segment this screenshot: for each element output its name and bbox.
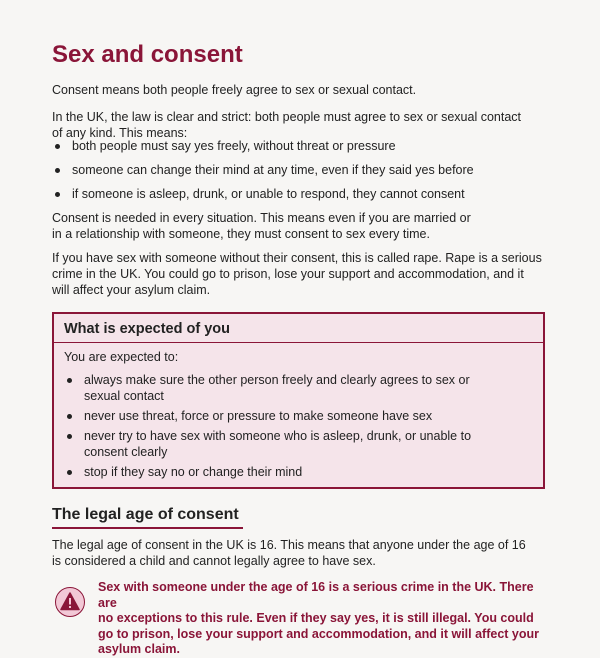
expected-box-title: What is expected of you — [54, 314, 543, 343]
list-item — [64, 408, 534, 424]
law-line-2: of any kind. This means: — [52, 126, 188, 140]
warning-text — [98, 580, 548, 658]
warning-line-3: go to prison, lose your support and accommodation, and it will affect your — [98, 626, 540, 641]
intro-text: Consent means both people freely agree to sex or sexual contact. — [52, 83, 417, 97]
list-item: both people must say yes freely, without threat or pressure — [52, 138, 552, 154]
law-paragraph — [52, 109, 552, 141]
list-item-line-1: never use threat, force or pressure to make someone have sex — [84, 409, 433, 423]
warning-line-1: Sex with someone under the age of 16 is a serious crime in the UK. There are — [98, 580, 534, 610]
legal-age-heading: The legal age of consent — [52, 506, 239, 523]
legal-age-line-2: is considered a child and cannot legally agree to have sex. — [52, 554, 376, 568]
list-item — [64, 372, 534, 404]
expected-bullet-list — [64, 372, 534, 484]
list-item — [64, 428, 534, 460]
page-title: Sex and consent — [52, 41, 243, 68]
expected-box-intro: You are expected to: — [64, 350, 179, 364]
list-item-line-1: never try to have sex with someone who is asleep, drunk, or unable to — [84, 429, 472, 443]
expected-box — [52, 312, 545, 489]
legal-age-line-1: The legal age of consent in the UK is 16. This means that anyone under the age of 16 — [52, 538, 526, 552]
every-situation-line-1: Consent is needed in every situation. This means even if you are married or — [52, 211, 471, 225]
every-situation-paragraph — [52, 210, 552, 242]
list-item-line-1: always make sure the other person freely and clearly agrees to sex or — [84, 373, 470, 387]
list-item-line-1: stop if they say no or change their mind — [84, 465, 303, 479]
consent-bullet-list — [52, 138, 552, 210]
law-line-1: In the UK, the law is clear and strict: both people must agree to sex or sexual contact — [52, 110, 521, 124]
rape-paragraph — [52, 250, 552, 298]
rape-line-3: will affect your asylum claim. — [52, 283, 211, 297]
list-item-line-2: consent clearly — [84, 445, 168, 459]
list-item-line-2: sexual contact — [84, 389, 164, 403]
list-item: if someone is asleep, drunk, or unable to respond, they cannot consent — [52, 186, 552, 202]
warning-line-4: asylum claim. — [98, 642, 180, 656]
list-item: someone can change their mind at any time, even if they said yes before — [52, 162, 552, 178]
warning-triangle-icon — [55, 587, 85, 617]
list-item — [64, 464, 534, 480]
heading-underline — [52, 527, 243, 529]
rape-line-2: crime in the UK. You could go to prison, lose your support and accommodation, and it — [52, 267, 524, 281]
warning-line-2: no exceptions to this rule. Even if they say yes, it is still illegal. You could — [98, 611, 534, 625]
rape-line-1: If you have sex with someone without their consent, this is called rape. Rape is a serious — [52, 251, 542, 265]
legal-age-paragraph — [52, 537, 552, 569]
every-situation-line-2: in a relationship with someone, they must consent to sex every time. — [52, 227, 430, 241]
